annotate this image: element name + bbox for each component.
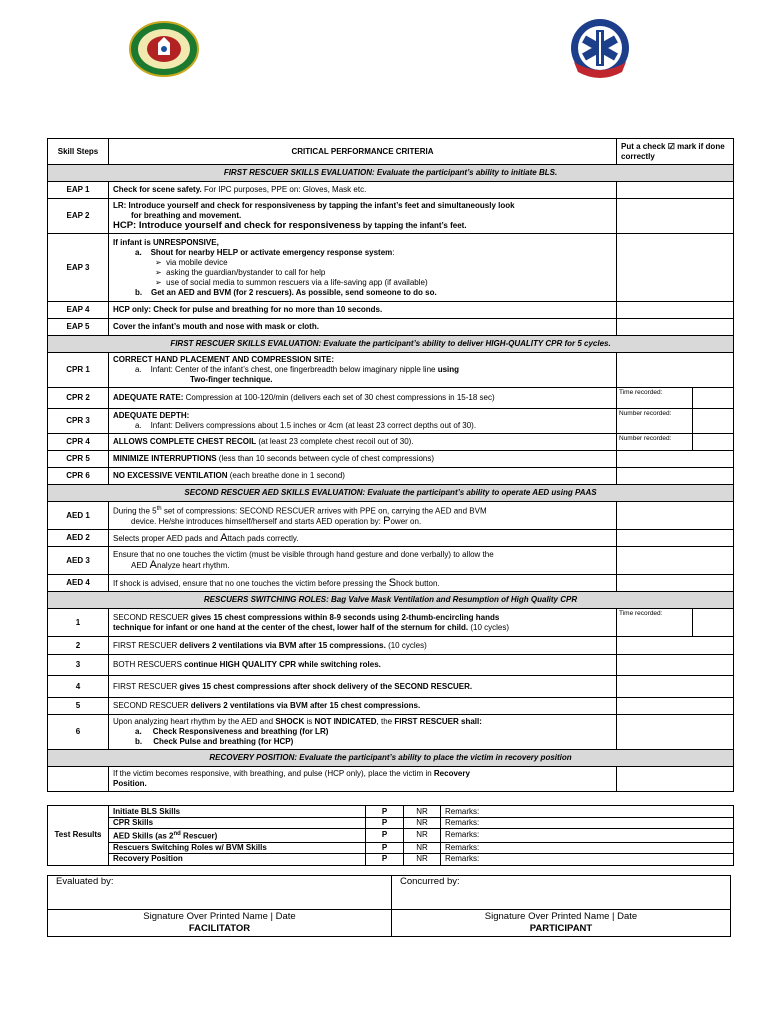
doh-seal-logo	[128, 21, 200, 77]
aed1-superscript: th	[156, 505, 162, 512]
aed4-text-2: hock button.	[396, 578, 440, 588]
check-cell[interactable]	[617, 530, 734, 547]
table-row	[48, 451, 734, 468]
eap2-hcp-text: HCP: Introduce yourself and check for responsiveness	[113, 220, 361, 231]
not-ready-option[interactable]: NR	[404, 842, 441, 853]
aed1-text-4: ower on.	[390, 517, 422, 527]
check-cell[interactable]	[617, 715, 734, 750]
remarks-field[interactable]: Remarks:	[441, 818, 734, 829]
step-eap-4: EAP 4	[48, 302, 109, 319]
test-results-label: Test Results	[48, 806, 109, 866]
eap1-text: For IPC purposes, PPE on: Gloves, Mask etc.	[201, 185, 367, 194]
switch6-text-2: is	[304, 717, 315, 726]
facilitator-signature-cell	[48, 910, 392, 937]
eap1-bold: Check for scene safety.	[113, 185, 202, 194]
aed2-text-1: Selects proper AED pads and	[113, 533, 221, 543]
section-header-switching-roles: RESCUERS SWITCHING ROLES: Bag Valve Mask Ventilation and Resumption of High Quality CPR	[48, 592, 734, 609]
remarks-field[interactable]: Remarks:	[441, 806, 734, 818]
result-skill: Initiate BLS Skills	[109, 806, 366, 818]
section-header-recovery-position: RECOVERY POSITION: Evaluate the participant’s ability to place the victim in recovery position	[48, 750, 734, 767]
table-row	[48, 530, 734, 547]
pass-option[interactable]: P	[366, 853, 404, 865]
recovery-bold-2: Position.	[113, 779, 147, 788]
switch5-bold: delivers 2 ventilations via BVM after 15 chest compressions.	[188, 701, 421, 710]
result-row	[48, 829, 734, 843]
skill-steps-header: Skill Steps	[48, 139, 109, 165]
switch6-bold-2: NOT INDICATED	[314, 717, 377, 726]
doh-seal-icon	[128, 21, 200, 77]
step-eap-1: EAP 1	[48, 182, 109, 199]
not-ready-option[interactable]: NR	[404, 806, 441, 818]
eap4-text: HCP only: Check for pulse and breathing for no more than 10 seconds.	[109, 302, 617, 319]
switch4-bold: gives 15 chest compressions after shock delivery of the SECOND RESCUER.	[177, 681, 473, 691]
check-cell[interactable]	[617, 575, 734, 592]
eap5-text: Cover the infant’s mouth and nose with mask or cloth.	[109, 319, 617, 336]
step-cpr-3: CPR 3	[48, 409, 109, 434]
check-cell[interactable]	[617, 319, 734, 336]
switch1-text-1: SECOND RESCUER	[113, 612, 189, 622]
pass-option[interactable]: P	[366, 806, 404, 818]
switch1-bold-2: technique for infant or one hand at the center of the chest, lower half of the sternum for child.	[113, 622, 469, 632]
cpr3-item-a-marker: a.	[135, 421, 142, 430]
pass-option[interactable]: P	[366, 842, 404, 853]
switch2-text-1: FIRST RESCUER	[113, 640, 178, 650]
participant-signature-cell	[392, 910, 731, 937]
result-skill: Recovery Position	[109, 853, 366, 865]
eap3-item-a: Shout for nearby HELP or activate emergency response system	[150, 247, 393, 257]
aed4-cap-letter: S	[388, 576, 397, 589]
arrow-bullet-icon: ➢	[155, 267, 162, 277]
aed3-text-1: Ensure that no one touches the victim (must be visible through hand gesture and done verbally) to allow the	[113, 550, 494, 559]
cpr2-bold: ADEQUATE RATE:	[113, 393, 184, 402]
aed2-text-2: ttach pads correctly.	[227, 533, 299, 543]
test-results-table	[47, 805, 734, 866]
step-switch-1: 1	[48, 609, 109, 637]
number-recorded-field[interactable]: Number recorded:	[617, 409, 693, 434]
check-cell[interactable]	[617, 767, 734, 792]
cpr6-text: (each breathe done in 1 second)	[227, 471, 345, 480]
remarks-field[interactable]: Remarks:	[441, 842, 734, 853]
step-switch-4: 4	[48, 676, 109, 698]
switch2-bold: delivers 2 ventilations via BVM after 15 compressions.	[177, 640, 386, 650]
cpr6-bold: NO EXCESSIVE VENTILATION	[113, 471, 228, 480]
table-row	[48, 655, 734, 676]
time-recorded-field[interactable]: Time recorded:	[617, 388, 693, 409]
step-switch-6: 6	[48, 715, 109, 750]
switch6-item-b: Check Pulse and breathing (for HCP)	[153, 737, 294, 746]
step-aed-2: AED 2	[48, 530, 109, 547]
aed2-cap-letter: A	[220, 531, 228, 544]
switch1-bold-1: gives 15 chest compressions within 8-9 seconds using 2-thumb-encircling hands	[188, 612, 500, 622]
eap3-item-b: Get an AED and BVM (for 2 rescuers). As possible, send someone to do so.	[151, 287, 437, 297]
table-row	[48, 715, 734, 750]
check-cell[interactable]	[617, 234, 734, 302]
star-of-life-logo	[566, 18, 634, 82]
switch2-text-2: (10 cycles)	[385, 640, 427, 650]
switch5-text-1: SECOND RESCUER	[113, 701, 189, 710]
table-row	[48, 199, 734, 234]
evaluated-by-label: Evaluated by:	[56, 876, 114, 887]
not-ready-option[interactable]: NR	[404, 829, 441, 843]
table-row	[48, 388, 734, 409]
step-aed-1: AED 1	[48, 502, 109, 530]
check-cell[interactable]	[693, 409, 734, 434]
step-switch-5: 5	[48, 698, 109, 715]
recovery-bold-1: Recovery	[433, 769, 470, 778]
result-row	[48, 806, 734, 818]
cpr3-heading: ADEQUATE DEPTH:	[113, 411, 190, 420]
aed3-cap-letter: A	[149, 559, 158, 571]
cpr5-bold: MINIMIZE INTERRUPTIONS	[113, 454, 217, 463]
not-ready-option[interactable]: NR	[404, 853, 441, 865]
table-row	[48, 637, 734, 655]
switch3-bold: continue HIGH QUALITY CPR while switching roles.	[181, 660, 381, 669]
remarks-field[interactable]: Remarks:	[441, 853, 734, 865]
eap3-line-1: If infant is UNRESPONSIVE,	[113, 237, 219, 247]
skills-checklist-table	[47, 138, 734, 792]
eap2-hcp-text-2: by tapping the infant’s feet.	[360, 221, 467, 230]
table-row	[48, 182, 734, 199]
result-row	[48, 842, 734, 853]
number-recorded-field[interactable]: Number recorded:	[617, 434, 693, 451]
section-header-aed: SECOND RESCUER AED SKILLS EVALUATION: Evaluate the participant’s ability to operate AED using PAAS	[48, 485, 734, 502]
table-row	[48, 575, 734, 592]
table-row	[48, 676, 734, 698]
aed1-text-3: device. He/she introduces himself/herself and starts AED operation by:	[131, 517, 384, 527]
table-row	[48, 434, 734, 451]
switch6-text-3: , the	[376, 717, 395, 726]
facilitator-role: FACILITATOR	[188, 923, 251, 934]
check-cell[interactable]	[693, 434, 734, 451]
aed1-text-2: set of compressions: SECOND RESCUER arrives with PPE on, carrying the AED and BVM	[161, 506, 487, 516]
switch6-item-a: Check Responsiveness and breathing (for LR)	[152, 727, 329, 736]
check-cell[interactable]	[617, 302, 734, 319]
result-row	[48, 818, 734, 829]
table-row	[48, 547, 734, 575]
check-cell[interactable]	[617, 199, 734, 234]
check-cell[interactable]	[617, 468, 734, 485]
evaluated-by-field[interactable]	[48, 876, 392, 910]
step-cpr-4: CPR 4	[48, 434, 109, 451]
signature-table	[47, 875, 731, 937]
step-cpr-5: CPR 5	[48, 451, 109, 468]
table-row	[48, 502, 734, 530]
cpr1-item-a-using: using	[435, 365, 460, 374]
switch1-text-2: (10 cycles)	[468, 622, 510, 632]
result-row	[48, 853, 734, 865]
concurred-by-field[interactable]	[392, 876, 731, 910]
check-cell[interactable]	[617, 547, 734, 575]
check-cell[interactable]	[693, 609, 734, 637]
switch3-text-1: BOTH RESCUERS	[113, 660, 182, 669]
cpr3-item-a: Infant: Delivers compressions about 1.5 inches or 4cm (at least 23 correct depths out of 30).	[150, 421, 477, 430]
step-eap-5: EAP 5	[48, 319, 109, 336]
cpr1-item-a-marker: a.	[135, 365, 142, 374]
result-skill-suffix: Rescuer)	[180, 831, 218, 841]
step-switch-2: 2	[48, 637, 109, 655]
eap3-sub-item-1: via mobile device	[166, 257, 228, 267]
recovery-step-cell	[48, 767, 109, 792]
switch4-text-1: FIRST RESCUER	[113, 681, 178, 691]
check-cell[interactable]	[617, 451, 734, 468]
step-cpr-6: CPR 6	[48, 468, 109, 485]
switch6-item-b-marker: b.	[135, 737, 143, 746]
result-skill-superscript: nd	[173, 831, 181, 837]
cpr5-text: (less than 10 seconds between cycle of chest compressions)	[216, 454, 435, 463]
cpr1-item-a: Infant: Center of the infant’s chest, one fingerbreadth below imaginary nipple line	[150, 365, 436, 374]
switch6-bold-1: SHOCK	[275, 717, 305, 726]
step-eap-3: EAP 3	[48, 234, 109, 302]
check-cell[interactable]	[617, 502, 734, 530]
pass-option[interactable]: P	[366, 829, 404, 843]
section-header-initiate-bls: FIRST RESCUER SKILLS EVALUATION: Evaluate the participant’s ability to initiate BLS.	[48, 165, 734, 182]
table-row	[48, 353, 734, 388]
arrow-bullet-icon: ➢	[155, 277, 162, 287]
aed3-text-3: nalyze heart rhythm.	[157, 561, 230, 570]
check-cell[interactable]	[617, 182, 734, 199]
step-cpr-1: CPR 1	[48, 353, 109, 388]
star-of-life-icon	[566, 18, 634, 82]
pass-option[interactable]: P	[366, 818, 404, 829]
aed1-text-1: During the 5	[113, 506, 157, 516]
check-cell[interactable]	[617, 655, 734, 676]
table-row	[48, 319, 734, 336]
step-cpr-2: CPR 2	[48, 388, 109, 409]
facilitator-signature-label: Signature Over Printed Name | Date	[143, 911, 296, 922]
step-switch-3: 3	[48, 655, 109, 676]
eap2-lr-text: LR: Introduce yourself and check for responsiveness by tapping the infant’s feet and simultaneously look	[113, 201, 515, 210]
concurred-by-label: Concurred by:	[400, 876, 460, 887]
cpr1-technique: Two-finger technique.	[190, 375, 273, 384]
table-row	[48, 767, 734, 792]
switch6-item-a-marker: a.	[135, 727, 142, 736]
check-cell[interactable]	[617, 637, 734, 655]
participant-role: PARTICIPANT	[529, 923, 593, 934]
table-row	[48, 698, 734, 715]
check-cell[interactable]	[617, 353, 734, 388]
eap3-item-a-colon: :	[392, 247, 395, 257]
eap3-item-a-marker: a.	[135, 247, 142, 257]
participant-signature-label: Signature Over Printed Name | Date	[484, 911, 638, 922]
check-mark-header: Put a check ☑ mark if done correctly	[617, 139, 734, 165]
table-row	[48, 302, 734, 319]
recovery-text: If the victim becomes responsive, with breathing, and pulse (HCP only), place the victim in	[113, 769, 434, 778]
criteria-header: CRITICAL PERFORMANCE CRITERIA	[109, 139, 617, 165]
table-header-row	[48, 139, 734, 165]
step-aed-3: AED 3	[48, 547, 109, 575]
result-skill: CPR Skills	[109, 818, 366, 829]
eap3-item-b-marker: b.	[135, 287, 143, 297]
eap3-sub-item-2: asking the guardian/bystander to call for help	[166, 267, 326, 277]
step-eap-2: EAP 2	[48, 199, 109, 234]
result-skill: AED Skills (as 2	[113, 831, 174, 841]
switch6-bold-3: FIRST RESCUER shall:	[394, 717, 482, 726]
aed3-text-2: AED	[131, 561, 150, 570]
eap2-lr-text-2: for breathing and movement.	[131, 211, 242, 220]
section-header-high-quality-cpr: FIRST RESCUER SKILLS EVALUATION: Evaluate the participant’s ability to deliver HIGH-QUALITY CPR for 5 cycles.	[48, 336, 734, 353]
check-cell[interactable]	[693, 388, 734, 409]
eap3-sub-item-3: use of social media to summon rescuers via a life-saving app (if available)	[166, 277, 428, 287]
aed1-cap-letter: P	[383, 515, 391, 528]
switch6-text-1: Upon analyzing heart rhythm by the AED and	[113, 717, 276, 726]
check-cell[interactable]	[617, 676, 734, 698]
cpr2-text: Compression at 100-120/min (delivers each set of 30 chest compressions in 15-18 sec)	[183, 393, 495, 402]
cpr4-bold: ALLOWS COMPLETE CHEST RECOIL	[113, 437, 257, 446]
remarks-field[interactable]: Remarks:	[441, 829, 734, 843]
cpr4-text: (at least 23 complete chest recoil out of 30).	[256, 437, 414, 446]
table-row	[48, 409, 734, 434]
table-row	[48, 468, 734, 485]
arrow-bullet-icon: ➢	[155, 257, 162, 267]
time-recorded-field[interactable]: Time recorded:	[617, 609, 693, 637]
not-ready-option[interactable]: NR	[404, 818, 441, 829]
table-row	[48, 234, 734, 302]
check-cell[interactable]	[617, 698, 734, 715]
step-aed-4: AED 4	[48, 575, 109, 592]
table-row	[48, 609, 734, 637]
result-skill: Rescuers Switching Roles w/ BVM Skills	[109, 842, 366, 853]
aed4-text-1: If shock is advised, ensure that no one touches the victim before pressing the	[113, 578, 389, 588]
cpr1-heading: CORRECT HAND PLACEMENT AND COMPRESSION SITE:	[113, 355, 335, 364]
